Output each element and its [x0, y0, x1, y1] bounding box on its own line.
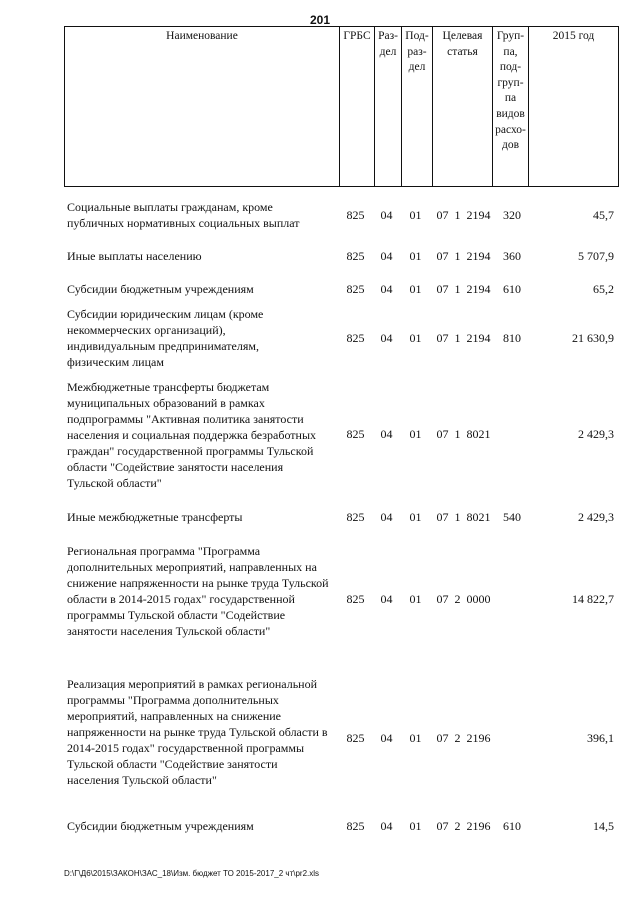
- header-razdel: Раз- дел: [374, 27, 401, 186]
- header-year: 2015 год: [528, 27, 618, 186]
- header-podrazdel: Под- раз- дел: [401, 27, 432, 186]
- row-4-grbs: 825: [346, 427, 365, 441]
- row-2-grbs: 825: [346, 282, 365, 296]
- row-2-podrazdel: 01: [409, 282, 422, 296]
- row-5-grbs: 825: [346, 510, 365, 524]
- row-6-razdel: 04: [380, 592, 393, 606]
- row-0-name: Социальные выплаты гражданам, кроме публичных нормативных социальных выплат: [67, 200, 300, 230]
- header-group: Груп- па, под- груп- па видов расхо- дов: [492, 27, 528, 186]
- header-name: Наименование: [166, 30, 238, 42]
- row-1-name: Иные выплаты населению: [67, 249, 202, 263]
- row-8-podrazdel: 01: [409, 819, 422, 833]
- row-3-razdel: 04: [380, 331, 393, 345]
- row-7-sum: 396,1: [587, 731, 614, 745]
- row-2-name: Субсидии бюджетным учреждениям: [67, 282, 254, 296]
- page-number: 201: [309, 13, 331, 27]
- row-1-sum: 5 707,9: [578, 249, 614, 263]
- row-6-podrazdel: 01: [409, 592, 422, 606]
- row-6-target: 07 2 0000: [436, 592, 491, 606]
- row-5-razdel: 04: [380, 510, 393, 524]
- row-5-target: 07 1 8021: [436, 510, 491, 524]
- row-6-name: Региональная программа "Программа дополнительных мероприятий, направленных на снижение напряженности на рынке труда Тульской области в 2014-2015 годах" государственной программы Тульской области "Содействие занятости населения Тульской области": [67, 544, 329, 638]
- row-2-group: 610: [503, 282, 521, 296]
- row-1-grbs: 825: [346, 249, 365, 263]
- row-1-podrazdel: 01: [409, 249, 422, 263]
- row-1-target: 07 1 2194: [436, 249, 491, 263]
- file-path-footer: D:\Г\Д6\2015\ЗАКОН\ЗАС_18\Изм. бюджет ТО 2015-2017_2 чт\pr2.xls: [64, 869, 320, 878]
- row-6-grbs: 825: [346, 592, 365, 606]
- row-8-grbs: 825: [346, 819, 365, 833]
- row-7-name: Реализация мероприятий в рамках региональной программы "Программа дополнительных мероприятий, направленных на снижение напряженности на рынке труда Тульской области в 2014-2015 годах" государственной программы Тульской области "Содействие занятости населения Тульской области": [67, 677, 328, 787]
- row-3-podrazdel: 01: [409, 331, 422, 345]
- row-3-grbs: 825: [346, 331, 365, 345]
- row-4-podrazdel: 01: [409, 427, 422, 441]
- row-1-group: 360: [503, 249, 521, 263]
- row-7-target: 07 2 2196: [436, 731, 491, 745]
- row-7-grbs: 825: [346, 731, 365, 745]
- row-0-group: 320: [503, 208, 521, 222]
- row-6-sum: 14 822,7: [572, 592, 614, 606]
- header-grbs: ГРБС: [339, 27, 374, 186]
- row-8-sum: 14,5: [593, 819, 614, 833]
- header-target: Целевая статья: [432, 27, 492, 186]
- row-4-razdel: 04: [380, 427, 393, 441]
- table-header: [64, 26, 619, 187]
- row-0-sum: 45,7: [593, 208, 614, 222]
- row-3-group: 810: [503, 331, 521, 345]
- row-0-grbs: 825: [346, 208, 365, 222]
- row-7-podrazdel: 01: [409, 731, 422, 745]
- row-5-sum: 2 429,3: [578, 510, 614, 524]
- row-5-name: Иные межбюджетные трансферты: [67, 510, 243, 524]
- row-2-sum: 65,2: [593, 282, 614, 296]
- row-3-target: 07 1 2194: [436, 331, 491, 345]
- row-1-razdel: 04: [380, 249, 393, 263]
- row-3-name: Субсидии юридическим лицам (кроме некоммерческих организаций), индивидуальным предпринимателям, физическим лицам: [67, 307, 264, 369]
- row-0-target: 07 1 2194: [436, 208, 491, 222]
- row-0-razdel: 04: [380, 208, 393, 222]
- row-4-name: Межбюджетные трансферты бюджетам муниципальных образований в рамках подпрограммы "Активная политика занятости населения и социальная поддержка безработных граждан" государственной программы Тульской области "Содействие занятости населения Тульской области": [67, 380, 317, 490]
- row-8-target: 07 2 2196: [436, 819, 491, 833]
- row-3-sum: 21 630,9: [572, 331, 614, 345]
- row-4-sum: 2 429,3: [578, 427, 614, 441]
- row-7-razdel: 04: [380, 731, 393, 745]
- row-8-group: 610: [503, 819, 521, 833]
- row-0-podrazdel: 01: [409, 208, 422, 222]
- row-2-target: 07 1 2194: [436, 282, 491, 296]
- row-4-target: 07 1 8021: [436, 427, 491, 441]
- row-8-name: Субсидии бюджетным учреждениям: [67, 819, 254, 833]
- row-5-group: 540: [503, 510, 521, 524]
- row-8-razdel: 04: [380, 819, 393, 833]
- row-2-razdel: 04: [380, 282, 393, 296]
- row-5-podrazdel: 01: [409, 510, 422, 524]
